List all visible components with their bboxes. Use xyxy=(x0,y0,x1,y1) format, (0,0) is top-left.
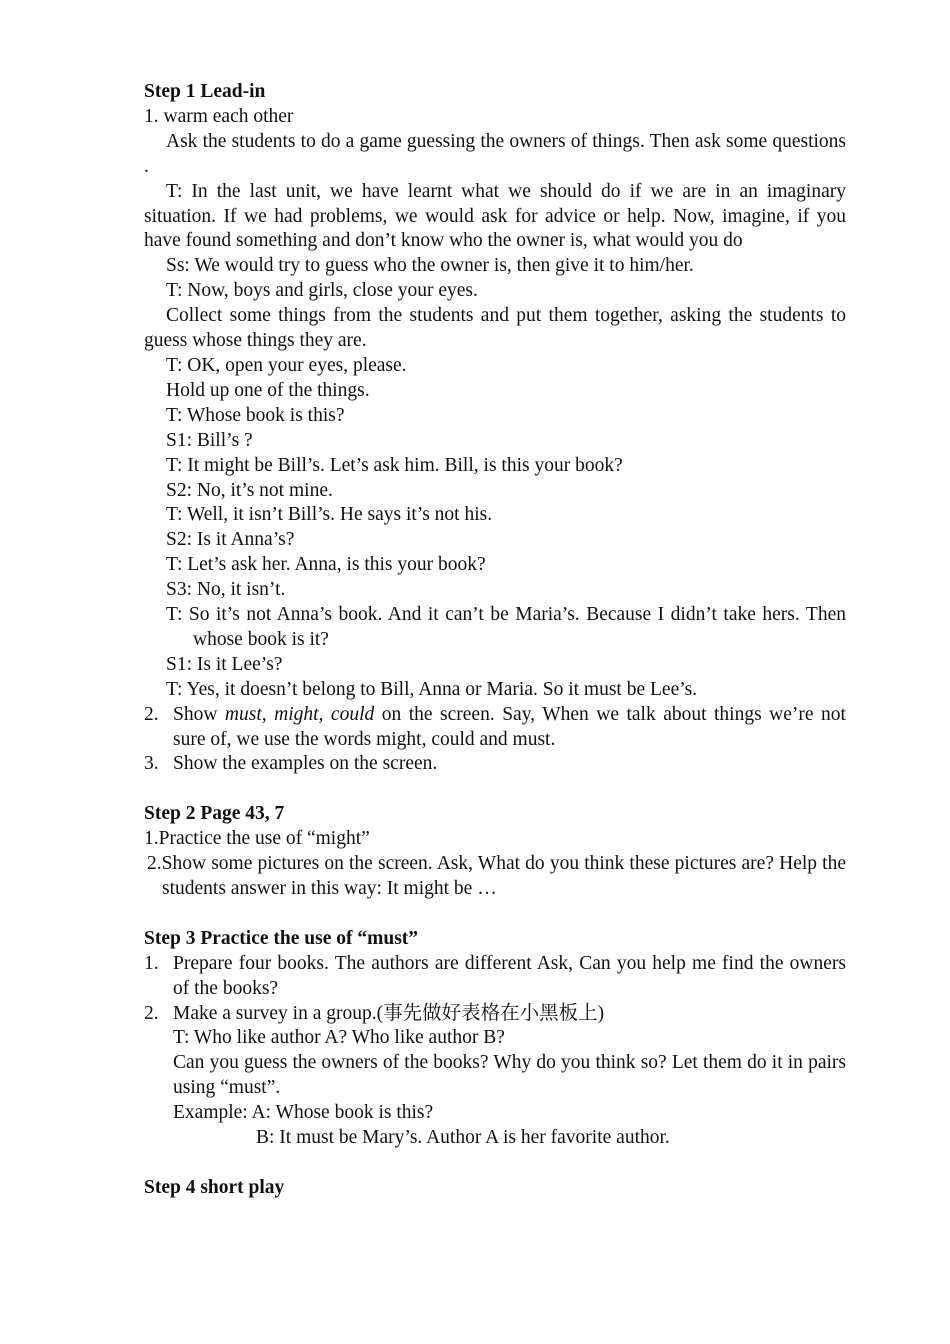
dialogue-line: T: Whose book is this? xyxy=(166,404,345,426)
dialogue-line: S1: Bill’s ? xyxy=(166,429,253,451)
document-page xyxy=(144,80,846,1201)
dialogue-line: S2: No, it’s not mine. xyxy=(166,479,333,501)
dialogue-line: T: It might be Bill’s. Let’s ask him. Bill, is this your book? xyxy=(166,454,623,476)
dialogue-line: T: Let’s ask her. Anna, is this your book? xyxy=(166,554,486,576)
example-line: Example: A: Whose book is this? xyxy=(173,1102,434,1124)
step3-heading: Step 3 Practice the use of “must” xyxy=(144,927,419,949)
step3-sub-line: T: Who like author A? Who like author B? xyxy=(173,1027,505,1049)
step1-paragraph-2: T: In the last unit, we have learnt what we should do if we are in an imaginary situation. If we had problems, we would ask for advice or help. Now, imagine, if you have found something and don’t know who the owner is, what would you do xyxy=(144,180,846,252)
step4-heading: Step 4 short play xyxy=(144,1176,285,1198)
dialogue-line: Hold up one of the things. xyxy=(166,379,370,401)
step1-item2: 2. Show must, might, could on the screen. Say, When we talk about things we’re not sure of, we use the words might, could and must. xyxy=(144,703,846,750)
dialogue-line: T: Now, boys and girls, close your eyes. xyxy=(166,280,478,302)
step1-paragraph-1: Ask the students to do a game guessing the owners of things. Then ask some questions . xyxy=(144,130,846,177)
spacer xyxy=(144,1151,846,1176)
dialogue-line-hanging: T: So it’s not Anna’s book. And it can’t be Maria’s. Because I didn’t take hers. Then whose book is it? xyxy=(166,604,846,650)
dialogue-line: T: OK, open your eyes, please. xyxy=(166,354,407,376)
modal-verbs: must, might, could xyxy=(224,703,375,725)
dialogue-line: T: Yes, it doesn’t belong to Bill, Anna or Maria. So it must be Lee’s. xyxy=(166,678,698,700)
dialogue-line: S1: Is it Lee’s? xyxy=(166,653,283,675)
spacer xyxy=(144,902,846,927)
step1-heading: Step 1 Lead-in xyxy=(144,81,266,102)
dialogue-line: S2: Is it Anna’s? xyxy=(166,529,295,551)
dialogue-line: S3: No, it isn’t. xyxy=(166,579,286,601)
step3-item2: 2. Make a survey in a group.(事先做好表格在小黑板上) xyxy=(144,1002,605,1024)
step1-item1: 1. warm each other xyxy=(144,105,294,127)
example-line: B: It must be Mary’s. Author A is her favorite author. xyxy=(256,1127,670,1149)
step2-item1: 1.Practice the use of “might” xyxy=(144,828,370,850)
step1-item3: 3. Show the examples on the screen. xyxy=(144,753,438,775)
step2-heading: Step 2 Page 43, 7 xyxy=(144,803,285,825)
dialogue-line: T: Well, it isn’t Bill’s. He says it’s not his. xyxy=(166,504,493,526)
step2-item2: 2.Show some pictures on the screen. Ask, What do you think these pictures are? Help the students answer in this way: It might be … xyxy=(147,853,846,899)
step3-sub-line: Can you guess the owners of the books? Why do you think so? Let them do it in pairs using “must”. xyxy=(173,1052,846,1099)
step1-paragraph-3: Collect some things from the students and put them together, asking the students to guess whose things they are. xyxy=(144,305,846,352)
step3-item1: 1. Prepare four books. The authors are different Ask, Can you help me find the owners of the books? xyxy=(144,952,846,999)
dialogue-line: Ss: We would try to guess who the owner is, then give it to him/her. xyxy=(166,255,694,277)
spacer xyxy=(144,777,846,802)
